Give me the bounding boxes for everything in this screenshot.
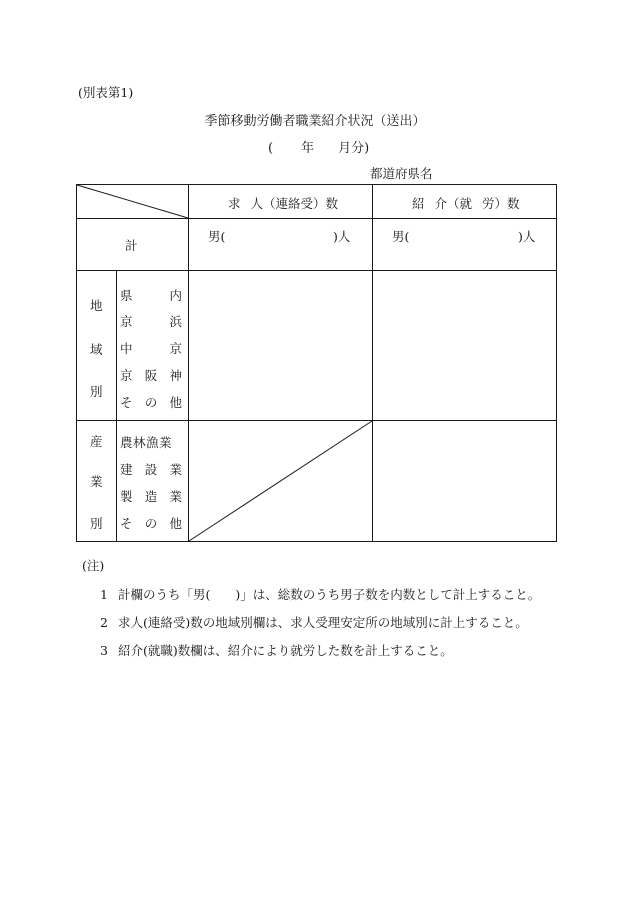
period-year: 年 [301,141,315,156]
note-text: 紹介(就職)数欄は、紹介により就労した数を計上すること。 [117,643,453,658]
row-char: 建 [120,462,133,477]
row-char: 阪 [144,368,158,383]
total-male-offers-suffix: )人 [333,229,351,244]
notes-heading: (注) [82,558,105,573]
table-border-top [76,184,557,185]
industry-row-construction [120,460,182,478]
header-divider [76,218,557,219]
note-item-3 [100,641,453,659]
period-open: ( [268,141,274,156]
note-number: 2 [100,615,108,630]
row-char: 京 [169,341,182,356]
table-border-left [76,184,77,542]
note-number: 3 [100,643,108,658]
total-row-label: 計 [125,238,138,253]
prefecture-label: 都道府県名 [370,166,433,181]
row-char: 他 [169,516,182,531]
row-text: 農林漁業 [120,435,173,450]
total-male-placements-prefix: 男( [392,229,410,244]
row-char: 業 [169,462,182,477]
row-char: 県 [120,288,133,303]
note-number: 1 [100,587,108,602]
region-group-label-3: 別 [90,384,103,399]
industry-cross-out-diagonal [189,421,372,541]
industry-group-label-3: 別 [90,516,103,531]
row-char: 他 [169,395,182,410]
note-item-1 [100,585,540,603]
region-row-other [120,393,182,411]
group-label-divider [116,270,117,542]
table-reference: (別表第1) [78,85,134,100]
document-title: 季節移動労働者職業紹介状況（送出） [204,114,426,129]
row-char: の [144,395,158,410]
row-char: 造 [144,489,158,504]
table-border-bottom [76,541,557,542]
row-char: 浜 [169,314,182,329]
group-divider [76,420,557,421]
row-char: そ [120,516,133,531]
region-row-chukyo [120,339,182,357]
industry-row-agriculture [120,433,182,451]
region-row-keihin [120,312,182,330]
col-header-placements [412,194,520,212]
row-char: 中 [120,341,133,356]
industry-group-label-1: 産 [90,434,103,449]
region-group-label-2: 域 [90,342,103,357]
period-month: 月分) [338,141,370,156]
data-column-divider [372,184,373,542]
col-header-placements-part1: 紹 [412,196,425,211]
col-header-placements-part2: 介（就 [434,196,473,211]
industry-row-manufacturing [120,487,182,505]
row-char: 京 [120,368,133,383]
row-char: 京 [120,314,133,329]
total-male-offers-prefix: 男( [208,229,226,244]
note-item-2 [100,613,528,631]
row-char: 製 [120,489,133,504]
col-header-job-offers-part1: 求 [228,196,241,211]
col-header-placements-part3: 労）数 [482,196,520,211]
row-char: の [144,516,158,531]
reporting-period [268,137,369,156]
row-char: 業 [169,489,182,504]
industry-row-other [120,514,182,532]
row-char: 神 [169,368,182,383]
region-row-keihanshin [120,366,182,384]
row-char: そ [120,395,133,410]
region-group-label-1: 地 [90,298,103,313]
total-row-divider [76,270,557,271]
col-header-job-offers [228,194,338,212]
total-male-placements-suffix: )人 [518,229,536,244]
note-text: 計欄のうち「男( )」は、総数のうち男子数を内数として計上すること。 [117,587,541,602]
table-border-right [556,184,557,542]
col-header-job-offers-part2: 人（連絡受）数 [250,196,339,211]
row-char: 内 [169,288,182,303]
note-text: 求人(連絡受)数の地域別欄は、求人受理安定所の地域別に計上すること。 [117,615,528,630]
row-char: 設 [144,462,158,477]
label-column-divider [188,184,189,542]
industry-group-label-2: 業 [90,474,103,489]
region-row-kennai [120,286,182,304]
header-corner-diagonal [77,185,188,218]
